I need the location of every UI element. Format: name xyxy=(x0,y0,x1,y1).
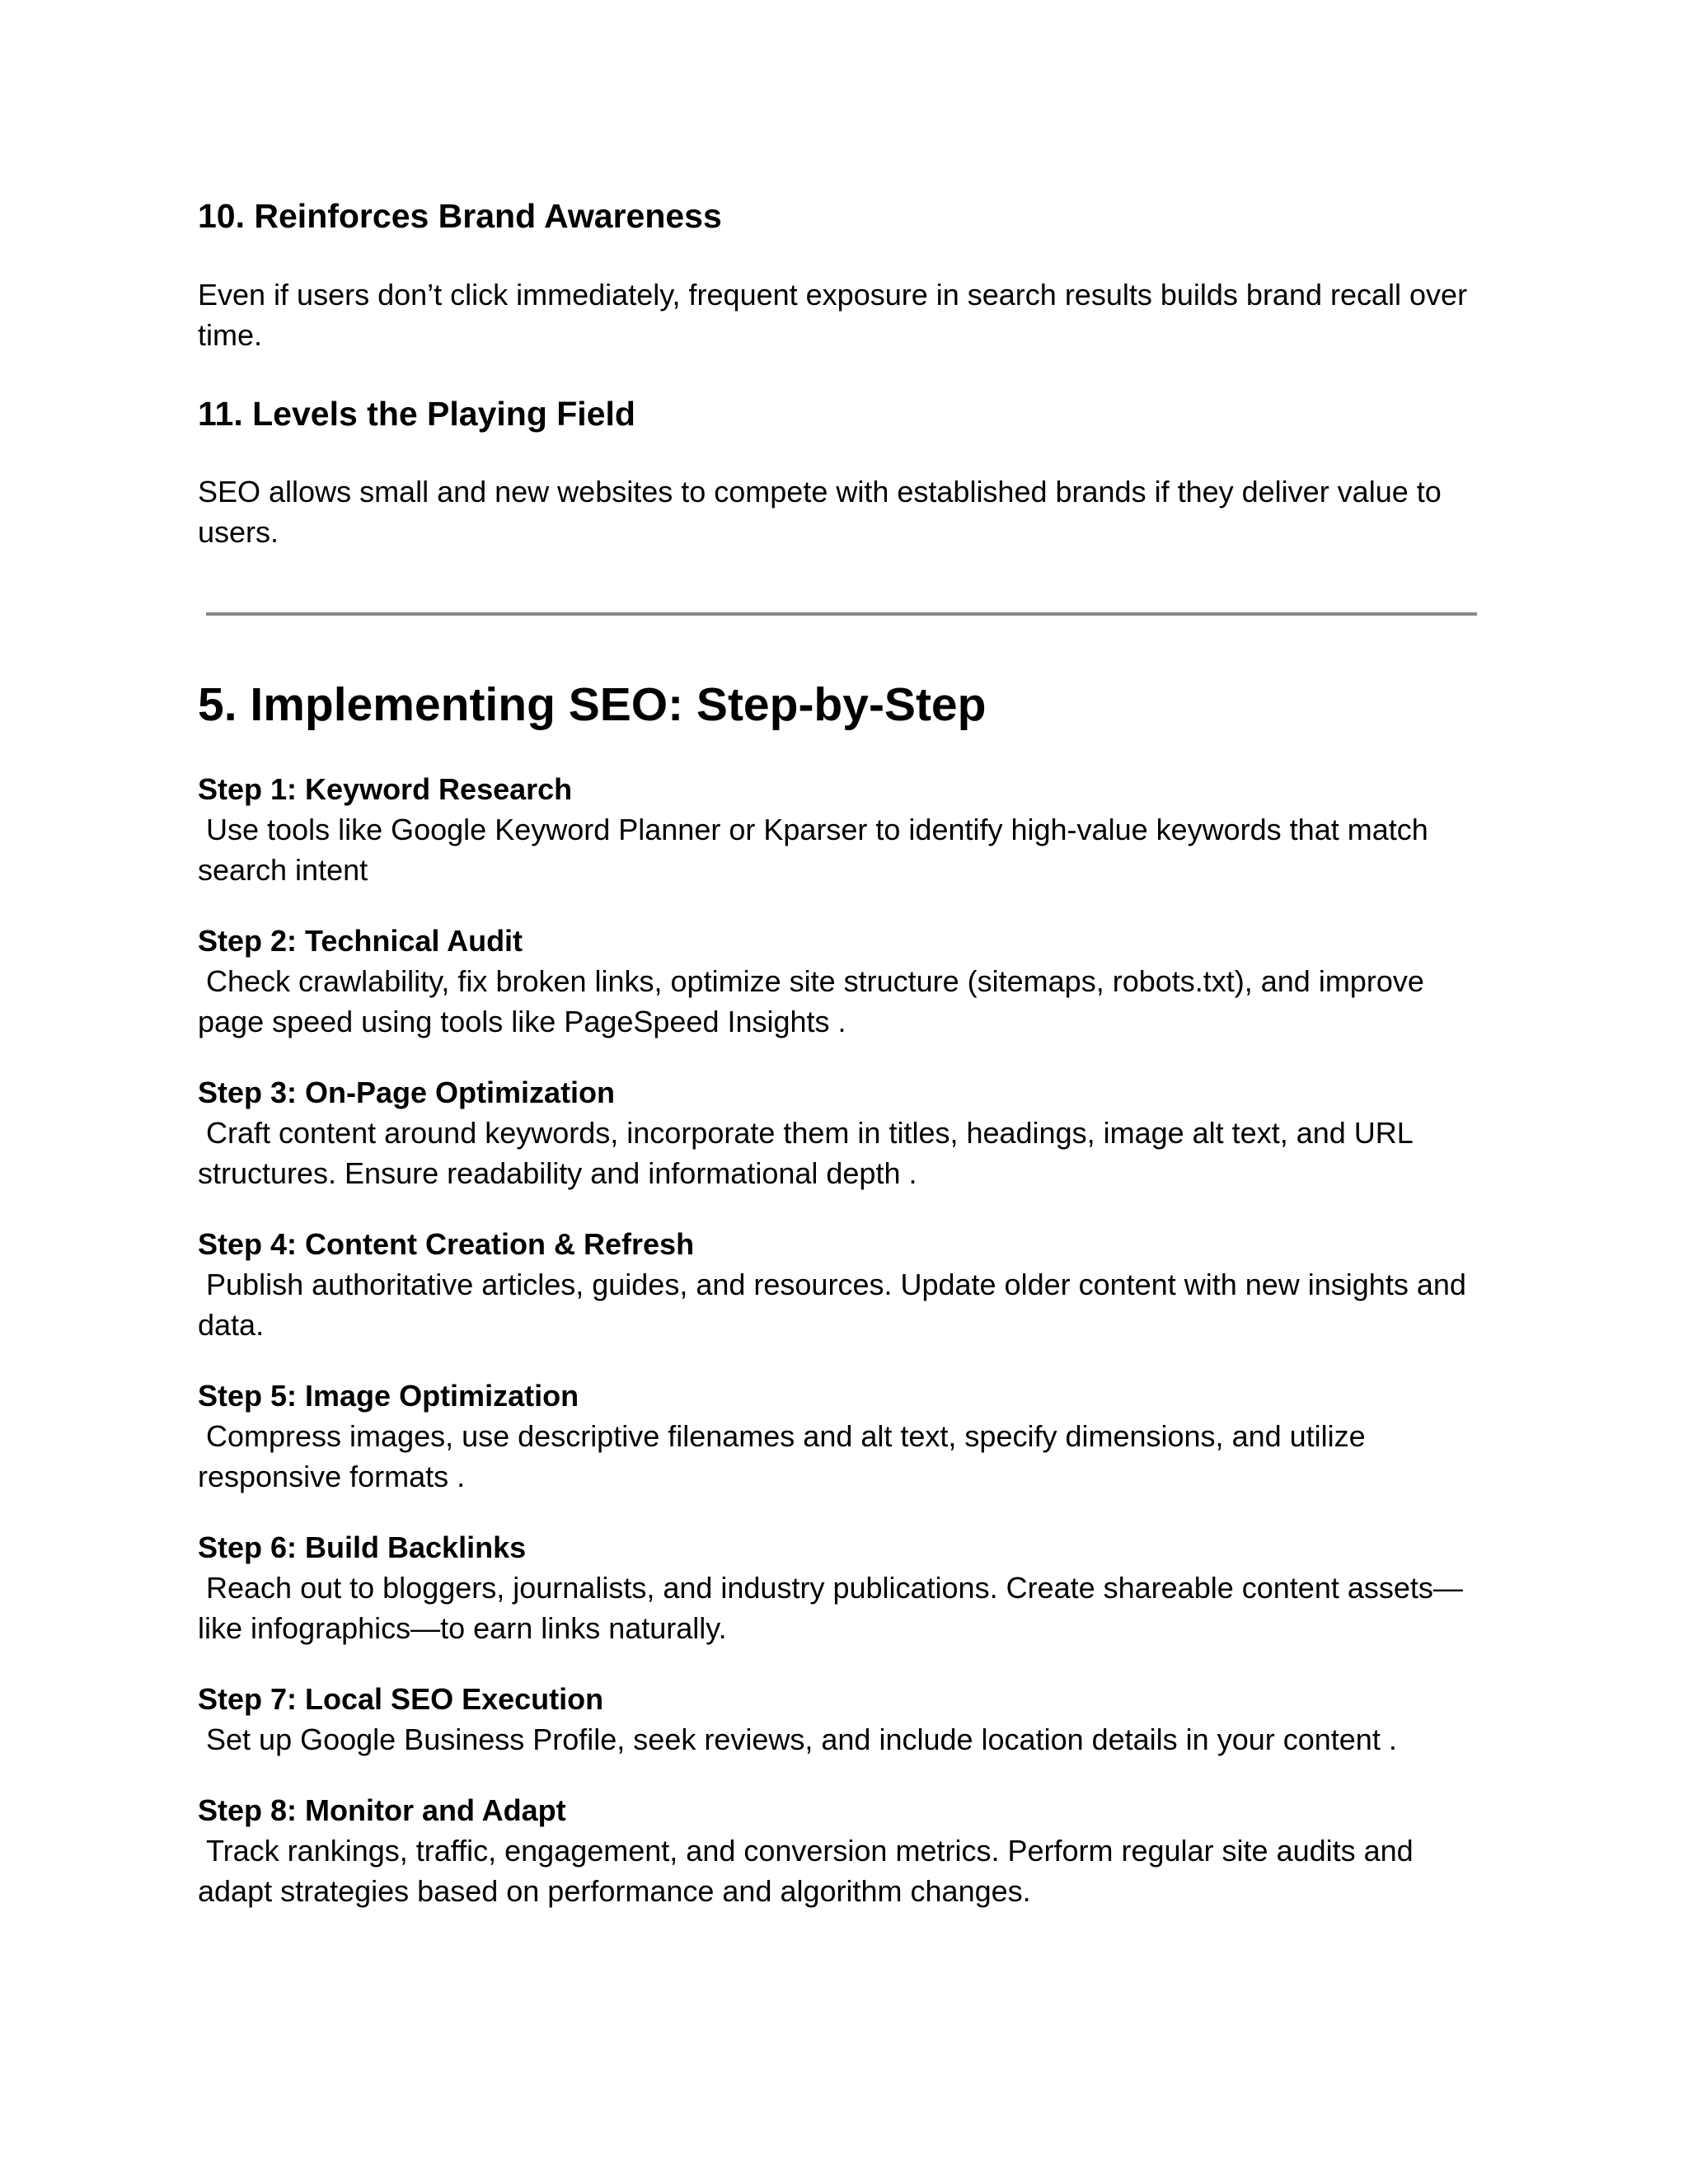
step-7 xyxy=(198,1679,1484,1760)
step-text: Use tools like Google Keyword Planner or Kparser to identify high-value keywords that match search intent xyxy=(198,813,1437,887)
heading-item-10: 10. Reinforces Brand Awareness xyxy=(198,197,722,235)
step-8 xyxy=(198,1790,1484,1911)
step-5 xyxy=(198,1376,1484,1497)
step-text: Compress images, use descriptive filenames and alt text, specify dimensions, and utilize responsive formats . xyxy=(198,1419,1374,1493)
step-text: Publish authoritative articles, guides, and resources. Update older content with new insights and data. xyxy=(198,1268,1475,1342)
step-text: Reach out to bloggers, journalists, and industry publications. Create shareable content assets—like infographics—to earn links naturally. xyxy=(198,1571,1463,1645)
step-text: Track rankings, traffic, engagement, and conversion metrics. Perform regular site audits and adapt strategies based on performance and algorithm changes. xyxy=(198,1834,1422,1908)
step-3 xyxy=(198,1072,1484,1193)
horizontal-divider xyxy=(206,612,1477,616)
step-title: Step 4: Content Creation & Refresh xyxy=(198,1227,695,1261)
step-title: Step 3: On‑Page Optimization xyxy=(198,1076,616,1109)
paragraph-item-11: SEO allows small and new websites to compete with established brands if they deliver value to users. xyxy=(198,475,1442,549)
step-title: Step 2: Technical Audit xyxy=(198,924,523,958)
paragraph-item-10: Even if users don’t click immediately, frequent exposure in search results builds brand recall over time. xyxy=(198,278,1468,352)
step-title: Step 1: Keyword Research xyxy=(198,772,573,806)
step-title: Step 7: Local SEO Execution xyxy=(198,1682,604,1716)
step-6 xyxy=(198,1527,1484,1648)
step-2 xyxy=(198,921,1484,1042)
step-title: Step 6: Build Backlinks xyxy=(198,1530,527,1564)
section-5-heading: 5. Implementing SEO: Step-by-Step xyxy=(198,678,987,731)
step-text: Check crawlability, fix broken links, optimize site structure (sitemaps, robots.txt), and improve page speed using tools like PageSpeed Insights . xyxy=(198,964,1432,1038)
step-1 xyxy=(198,769,1484,890)
step-4 xyxy=(198,1224,1484,1345)
step-title: Step 5: Image Optimization xyxy=(198,1379,579,1413)
step-title: Step 8: Monitor and Adapt xyxy=(198,1793,566,1827)
step-text: Craft content around keywords, incorporate them in titles, headings, image alt text, and URL structures. Ensure readability and informational depth . xyxy=(198,1116,1421,1190)
heading-item-11: 11. Levels the Playing Field xyxy=(198,395,635,433)
step-text: Set up Google Business Profile, seek reviews, and include location details in your content . xyxy=(198,1722,1397,1756)
